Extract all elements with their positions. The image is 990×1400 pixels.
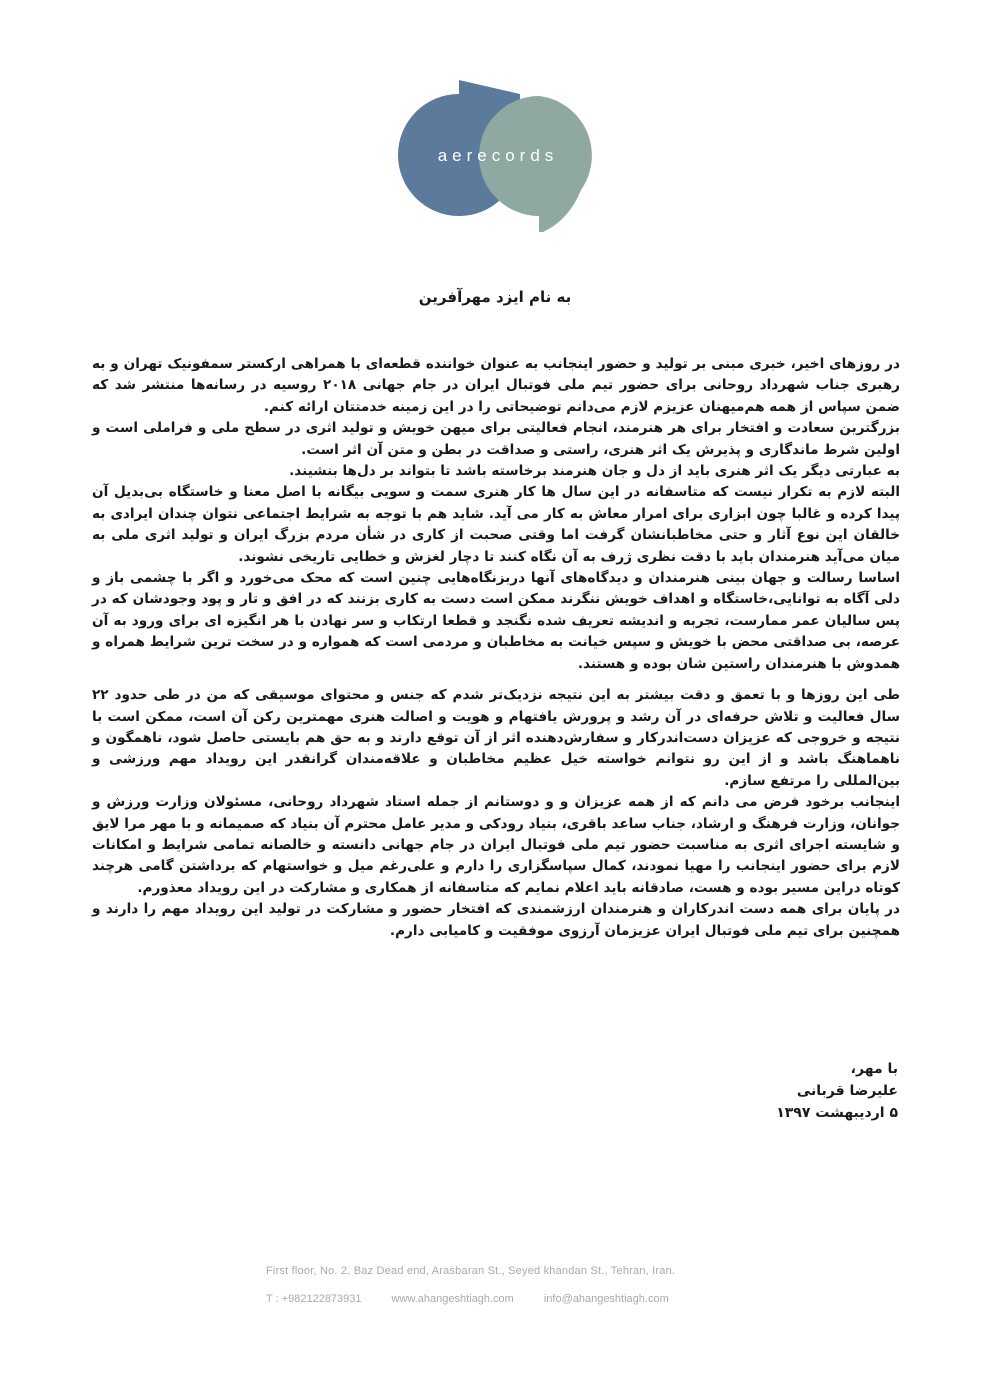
letter-paragraph: اینجانب برخود فرض می دانم که از همه عزیزان و و دوستانم از جمله استاد شهرداد روحانی، مسئولان وزارت ورزش و جوانان، وزارت فرهنگ و ارشاد، جناب ساعد باقری، بنیاد رودکی و مدیر عامل محترم آن بنیاد که صمیمانه و با مهر مرا لایق و شایسته اجرای اثری به مناسبت حضور تیم ملی فوتبال ایران در جام جهانی دانسته و خالصانه تمامی شرایط و امکانات لازم برای حضور اینجانب را مهیا نمودند، کمال سپاسگزاری را دارم و علی‌رغم میل و خواستهام که برداشتن گامی هرچند کوتاه دراین مسیر بوده و هست، صادقانه باید اعلام نمایم که متاسفانه از همکاری و مشارکت در این رویداد معذورم. [92, 794, 900, 896]
signature-closing: با مهر، [850, 1061, 898, 1077]
footer-email: info@ahangeshtiagh.com [543, 1293, 669, 1305]
aerecords-logo [393, 78, 603, 234]
letter-body [92, 354, 900, 942]
letter-paragraph: البته لازم به تکرار نیست که متاسفانه در این سال ها کار هنری سمت و سویی بیگانه با اصل معنا و خاستگاه بی‌بدیل آن پیدا کرده و غالبا چون ابزاری برای امرار معاش به کار می آید. شاید هم با توجه به شرایط اجتماعی نتوان چندان ایرادی به خالقان این نوع آثار و حتی مخاطبانشان گرفت اما وقتی صحبت از کاری در شأن مردم بزرگ ایران و تولید اثری ملی به میان می‌آید هنرمندان باید با دقت نظری ژرف به آن نگاه کنند تا دچار لغزش و خطایی تاریخی نشوند. [92, 484, 900, 565]
signature-block [598, 1058, 898, 1124]
footer-phone: T : +982122873931 [266, 1293, 362, 1305]
letter-paragraph: بزرگترین سعادت و افتخار برای هر هنرمند، انجام فعالیتی برای میهن خویش و تولید اثری در سطح ملی و فراملی است و اولین شرط ماندگاری و پذیرش یک اثر هنری، راستی و صداقت در بطن و متن آن اثر است. [92, 420, 900, 458]
signature-date: ۵ اردیبهشت ۱۳۹۷ [776, 1105, 898, 1121]
letter-paragraph: طی این روزها و با تعمق و دقت بیشتر به این نتیجه نزدیک‌تر شدم که جنس و محتوای موسیقی که من در طی حدود ۲۲ سال فعالیت و تلاش حرفه‌ای در آن رشد و پرورش یافتهام و هویت و اصالت هنری مهمترین رکن آن است، ممکن است با نتیجه و خروجی که عزیزان دست‌اندرکار و سفارش‌دهنده اثر از آن توقع دارند و به حق هم بایستی حاصل شود، ناهمگون و ناهماهنگ باشد و از این رو نتوانم خواسته خیل عظیم مخاطبان و علاقه‌مندان گرانقدر این رویداد مهم ورزشی و بین‌المللی را مرتفع سازم. [92, 687, 900, 789]
salutation-heading: به نام ایزد مهرآفرین [418, 288, 572, 306]
footer-website: www.ahangeshtiagh.com [391, 1293, 514, 1305]
footer-address: First floor, No. 2, Baz Dead end, Arasbaran St., Seyed khandan St., Tehran, Iran. [266, 1265, 676, 1277]
letter-paragraph: اساسا رسالت و جهان بینی هنرمندان و دیدگاه‌های آنها دربزنگاه‌هایی چنین است که محک می‌خورد و اگر با چشمی باز و دلی آگاه به توانایی،خاستگاه و اهداف خویش ننگرند ممکن است دست به کاری بزنند که در افق و تار و پود وجودشان که در پس سالیان عمر ممارست، تجربه و اندیشه تعریف شده نگنجد و قطعا ارتکاب و سر نهادن با هر انگیزه ای برای ورود به آن عرصه، بی صداقتی محض با خویش و سپس خیانت به مخاطبان و مردمی است که همواره و در سخت ترین شرایط همراه و همدوش با هنرمندان راستین شان بوده و هستند. [92, 570, 900, 672]
letter-paragraph: در روزهای اخیر، خبری مبنی بر تولید و حضور اینجانب به عنوان خواننده قطعه‌ای با همراهی ارکستر سمفونیک تهران و به رهبری جناب شهرداد روحانی برای حضور تیم ملی فوتبال ایران در جام جهانی ۲۰۱۸ روسیه در رسانه‌ها منتشر شد که ضمن سپاس از همه هم‌میهنان عزیزم لازم می‌دانم توضیحاتی را در این زمینه خدمتتان ارائه کنم. [92, 356, 901, 415]
letterhead-footer [266, 1265, 746, 1305]
letter-paragraph: به عبارتی دیگر یک اثر هنری باید از دل و جان هنرمند برخاسته باشد تا بتواند بر دل‌ها بنشیند. [289, 463, 900, 480]
logo-text: aerecords [437, 146, 559, 165]
signature-name: علیرضا قربانی [796, 1083, 898, 1099]
letter-paragraph: در پایان برای همه دست اندرکاران و هنرمندان ارزشمندی که افتخار حضور و مشارکت در تولید این رویداد مهم را دارند و همچنین برای تیم ملی فوتبال ایران عزیزمان آرزوی موفقیت و کامیابی دارم. [92, 901, 900, 939]
